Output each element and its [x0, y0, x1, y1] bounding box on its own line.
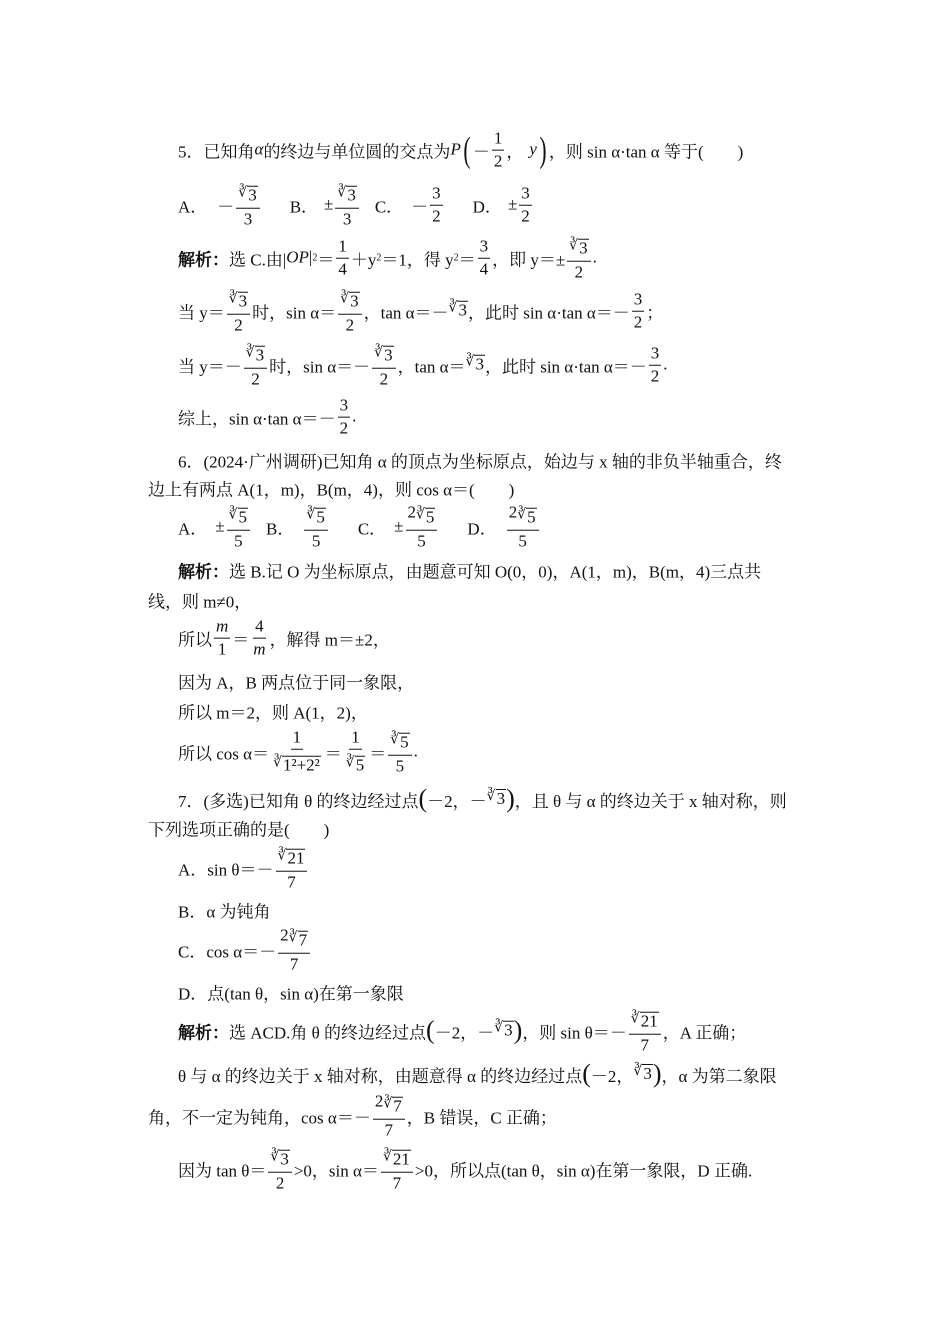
q6-stem-line1: 6．(2024·广州调研)已知角 α 的顶点为坐标原点，始边与 x 轴的非负半轴重合，终 — [178, 452, 782, 472]
q6-stem-line2: 边上有两点 A(1，m)，B(m，4)，则 cos α＝( ) — [148, 480, 515, 500]
q6-option-b[interactable]: B． ∛ 5 5 — [266, 504, 330, 551]
q5-option-d[interactable]: D． ± $\frac{3}{2}$ — [472, 183, 530, 226]
q5-stem: 5．已知角 α 的终边与单位圆的交点为 P ( － $\frac{1}{2}$ ， y ) ，则 sin α·tan α 等于( ) — [178, 128, 744, 171]
q6-solution-line2: 线，则 m≠0， — [148, 592, 252, 612]
q7-solution-line2: θ 与 α 的终边关于 x 轴对称，由题意得 α 的终边经过点 ( －2， ∛ 3 ) ，α 为第二象限 — [178, 1059, 777, 1088]
q7-solution-line1: 解析： 选 ACD.角 θ 的终边经过点 ( －2，－ ∛ 3 ) ，则 sin θ＝－ ∛ 21 7 ，A 正确； — [178, 1008, 746, 1055]
q6-options — [178, 504, 541, 551]
q6-option-d[interactable]: D． 2 ∛ 5 5 — [467, 504, 540, 551]
q6-option-a[interactable]: A． ± ∛ 5 5 — [178, 504, 252, 551]
q6-solution-line1: 解析： 选 B.记 O 为坐标原点，由题意可知 O(0，0)，A(1，m)，B(m，4)三点共 — [178, 562, 762, 582]
q5-solution-line4: 综上，sin α·tan α＝－ $\frac{3}{2}$ . — [178, 395, 357, 438]
q7-option-c[interactable]: C．cos α＝－ 2 ∛ 7 7 — [178, 927, 312, 974]
q7-stem-line2: 下列选项正确的是( ) — [148, 820, 330, 840]
q5-option-b[interactable]: B． ± ∛ 3 3 — [290, 182, 361, 229]
q6-option-c[interactable]: C． ± 2 ∛ 5 5 — [358, 504, 440, 551]
q7-option-a[interactable]: A．sin θ＝－ ∛ 21 7 — [178, 845, 309, 892]
q7-solution-line3: 角，不一定为钝角，cos α＝－ 2 ∛ 7 7 ，B 错误，C 正确； — [148, 1091, 557, 1140]
q7-stem-line1: 7．(多选)已知角 θ 的终边经过点 ( －2，－ ∛ 3 ) ，且 θ 与 α 的终边关于 x 轴对称，则 — [178, 784, 787, 813]
q5-solution-line1: 解析： 选 C.由| OP | 2 ＝ $\frac{1}{4}$ ＋y 2 ＝1，得 y 2 ＝ $\frac{3}{4}$ ，即 y＝± ∛ 3 2 . — [178, 236, 597, 282]
q7-option-d[interactable]: D．点(tan θ，sin α)在第一象限 — [178, 984, 404, 1004]
q7-solution-line4: 因为 tan θ＝ ∛ 3 2 >0，sin α＝ ∛ 21 7 >0，所以点(tan θ，sin α)在第一象限，D 正确. — [178, 1146, 752, 1193]
q6-solution-line4: 因为 A，B 两点位于同一象限， — [178, 673, 415, 693]
q5-option-c[interactable]: C． － $\frac{3}{2}$ — [374, 183, 441, 226]
q6-solution-line3: 所以 $\frac{m}{1}$ ＝ $\frac{4}{m}$ ，解得 m＝±2， — [178, 616, 390, 659]
q5-option-a[interactable]: A． － ∛ 3 3 — [178, 182, 262, 229]
q5-point-fraction: $\frac{1}{2}$ — [493, 128, 503, 171]
q6-solution-line6: 所以 cos α＝ 1 ∛ 1²+2² ＝ 1 ∛ 5 ＝ ∛ 5 5 . — [178, 727, 418, 776]
q5-solution-line2: 当 y＝ ∛ 3 2 时，sin α＝ ∛ 3 2 ，tan α＝－ ∛ 3 ，此时 sin α·tan α＝－ $\frac{3}{2}$ ； — [178, 289, 664, 335]
q5-options — [178, 182, 534, 229]
q7-option-b[interactable]: B．α 为钝角 — [178, 902, 271, 922]
q5-solution-line3: 当 y＝－ ∛ 3 2 时，sin α＝－ ∛ 3 2 ，tan α＝ ∛ 3 ，此时 sin α·tan α＝－ $\frac{3}{2}$ . — [178, 343, 668, 389]
q6-solution-line5: 所以 m＝2，则 A(1，2)， — [178, 703, 368, 723]
